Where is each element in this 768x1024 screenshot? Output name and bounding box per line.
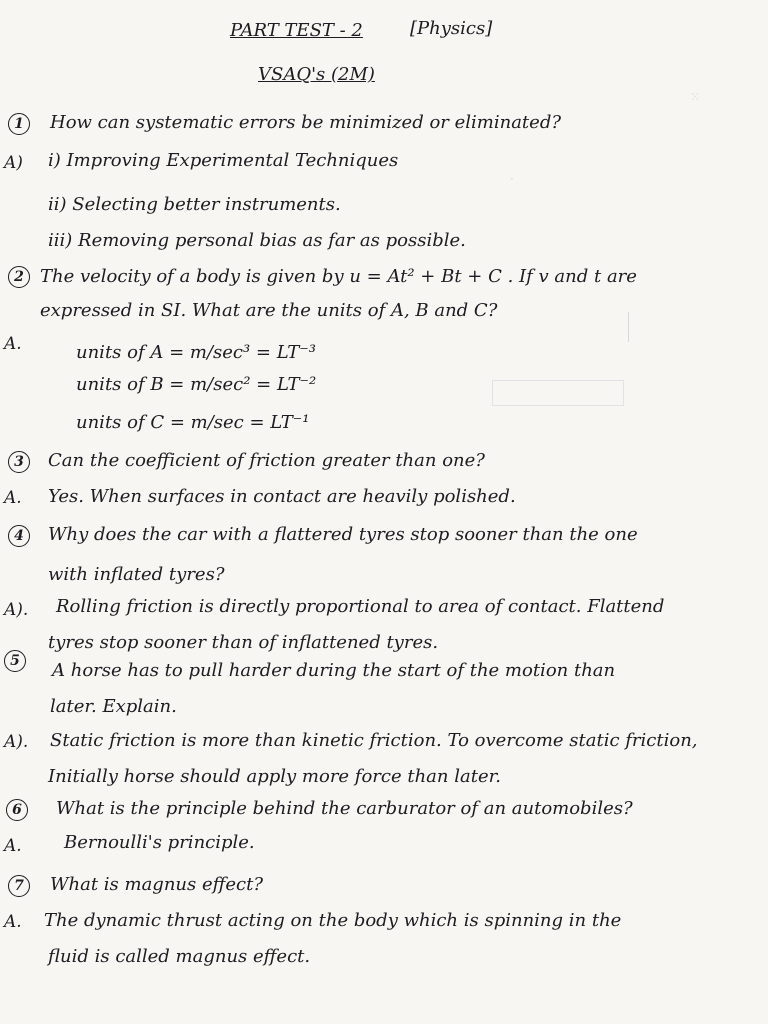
answer-4-line-1: Rolling friction is directly proportional to area of contact. Flattend (56, 596, 665, 617)
question-4-line-1: Why does the car with a flattered tyres stop sooner than the one (48, 524, 638, 545)
answer-3-text: Yes. When surfaces in contact are heavily polished. (48, 486, 516, 507)
question-5-line-1: A horse has to pull harder during the start of the motion than (52, 660, 616, 681)
answer-1-line-1: i) Improving Experimental Techniques (48, 150, 399, 171)
answer-label: A. (4, 912, 22, 932)
question-number-2: 2 (8, 266, 30, 288)
answer-6-text: Bernoulli's principle. (64, 832, 255, 853)
answer-label: A. (4, 488, 22, 508)
question-6-text: What is the principle behind the carburator of an automobiles? (56, 798, 633, 819)
question-1-text: How can systematic errors be minimized or eliminated? (50, 112, 561, 133)
answer-label: A). (4, 732, 29, 752)
subject-label: [Physics] (410, 18, 493, 39)
answer-label: A). (4, 600, 29, 620)
answer-5-line-1: Static friction is more than kinetic friction. To overcome static friction, (50, 730, 698, 751)
page-title: PART TEST - 2 (230, 20, 363, 41)
question-3-text: Can the coefficient of friction greater than one? (48, 450, 485, 471)
answer-1-line-2: ii) Selecting better instruments. (48, 194, 341, 215)
answer-label: A. (4, 334, 22, 354)
question-number-3: 3 (8, 451, 30, 473)
answer-2-line-2: units of B = m/sec² = LT⁻² (76, 374, 317, 395)
answer-1-line-3: iii) Removing personal bias as far as possible. (48, 230, 466, 251)
bleed-through-mark: · (510, 172, 514, 186)
question-number-6: 6 (6, 799, 28, 821)
answer-7-line-2: fluid is called magnus effect. (48, 946, 311, 967)
question-number-7: 7 (8, 875, 30, 897)
answer-label: A. (4, 836, 22, 856)
answer-7-line-1: The dynamic thrust acting on the body which is spinning in the (44, 910, 622, 931)
question-number-1: 1 (8, 113, 30, 135)
answer-2-line-1: units of A = m/sec³ = LT⁻³ (76, 342, 316, 363)
answer-label: A) (4, 153, 23, 173)
answer-4-line-2: tyres stop sooner than of inflattened tyres. (48, 632, 439, 653)
question-4-line-2: with inflated tyres? (48, 564, 225, 585)
section-title: VSAQ's (2M) (258, 64, 375, 85)
bleed-through-mark: ⁙ (690, 90, 701, 104)
question-number-5: 5 (4, 650, 26, 672)
question-2-line-2: expressed in SI. What are the units of A, B and C? (40, 300, 498, 321)
answer-5-line-2: Initially horse should apply more force than later. (48, 766, 501, 787)
question-number-4: 4 (8, 525, 30, 547)
answer-2-line-3: units of C = m/sec = LT⁻¹ (76, 412, 310, 433)
bleed-through-mark (620, 312, 629, 342)
question-7-text: What is magnus effect? (50, 874, 263, 895)
question-2-line-1: The velocity of a body is given by u = At² + Bt + C . If v and t are (40, 266, 637, 287)
question-5-line-2: later. Explain. (50, 696, 177, 717)
bleed-through-mark (492, 380, 624, 406)
